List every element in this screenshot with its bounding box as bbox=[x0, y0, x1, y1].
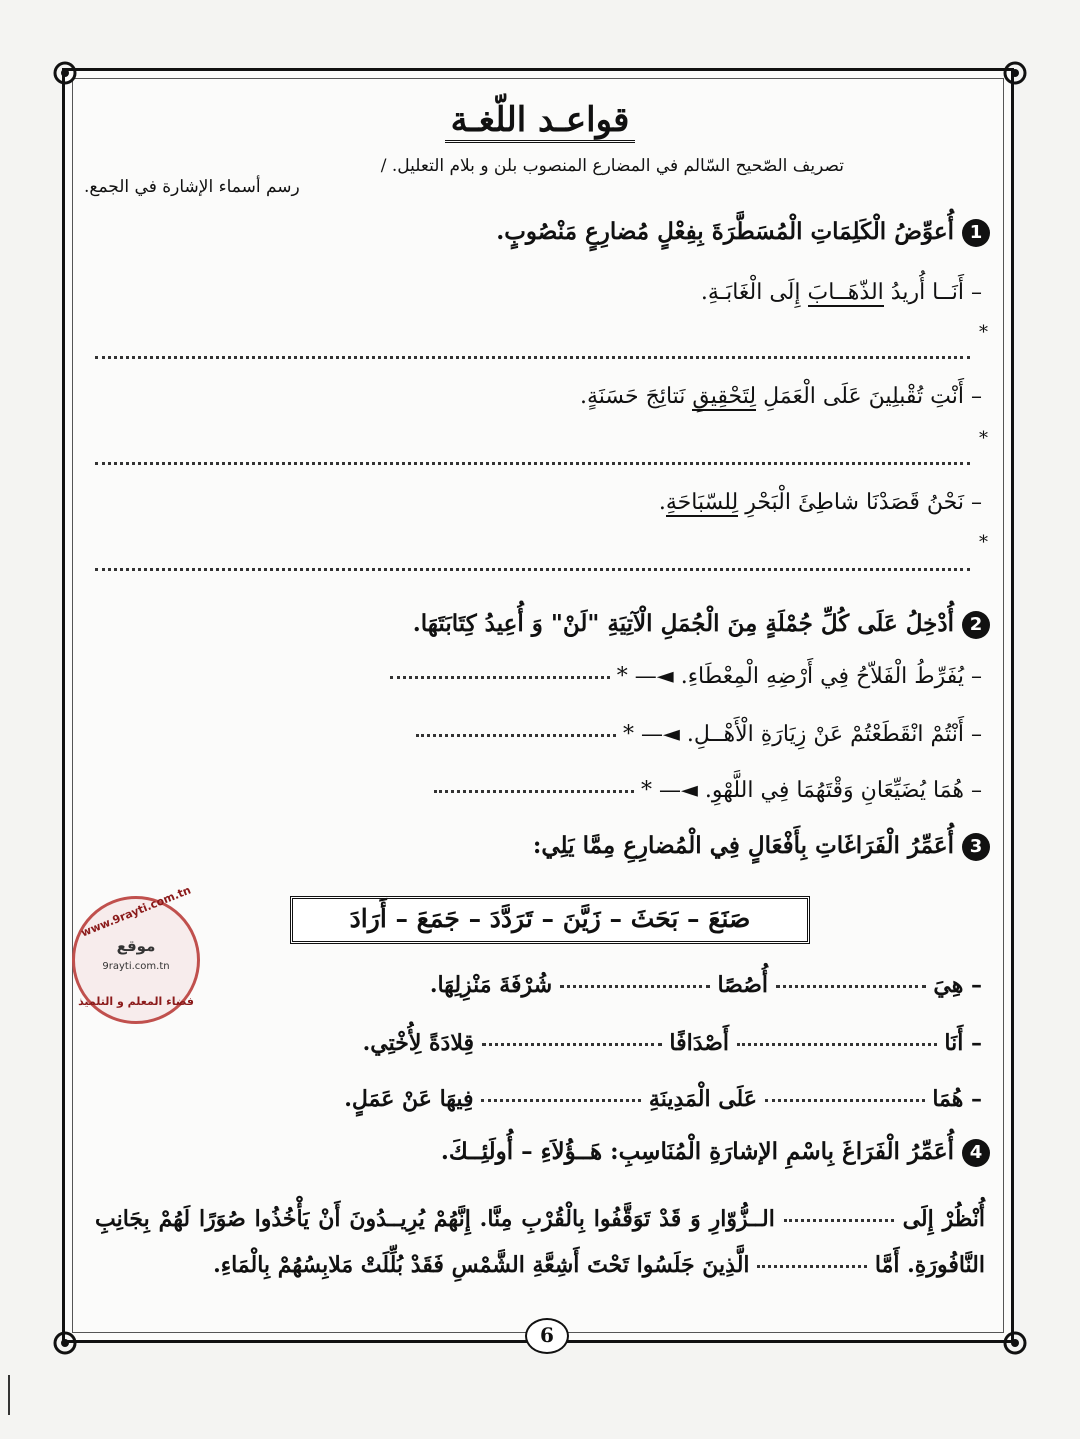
q1-item-3-underlined: لِلسّبَاحَةِ bbox=[665, 490, 739, 515]
q3-instruction: 3أُعَمِّرُ الْفَرَاغَاتِ بِأَفْعَالٍ فِي الْمُضارِعِ مِمَّا يَلِي: bbox=[533, 832, 990, 861]
q1-answer-line-2[interactable] bbox=[95, 462, 970, 465]
q4-number: 4 bbox=[962, 1139, 990, 1167]
q1-item-1: – أَنَــا أُريدُ الذّهَــابَ إِلَى الْغَابَـةِ. bbox=[700, 280, 982, 305]
q1-item-1-underlined: الذّهَــابَ bbox=[807, 280, 884, 305]
q2-instruction: 2أُدْخِلُ عَلَى كُلِّ جُمْلَةٍ مِنَ الْجُمَلِ الْآتِيَةِ "لَنْ" وَ أُعِيدُ كِتَابَتَهَا. bbox=[413, 610, 990, 639]
arrow-left-icon: ◄— bbox=[641, 722, 680, 747]
q1-item-2: – أَنْتِ تُقْبلِينَ عَلَى الْعَمَلِ لِتَحْقِيقِ نَتائِجَ حَسَنَةٍ. bbox=[579, 384, 982, 409]
lesson-subtitle-a: تصريف الصّحيح السّالم في المضارع المنصوب بلن و بلام التعليل. / bbox=[380, 156, 844, 176]
q4-instruction: 4أُعَمِّرُ الْفَرَاغَ بِاسْمِ الإشارَةِ الْمُنَاسِبِ: هَــؤُلاَءِ – أُولَئِــكَ. bbox=[441, 1138, 990, 1167]
q4-paragraph: أُنْظُرْ إِلَى الــزُّوّارِ وَ قَدْ تَوَقَّفُوا بِالْقُرْبِ مِنَّا. إِنَّهُمْ يُرِيــدُونَ أَنْ يَأْخُذُوا صُوَرًا لَهُمْ بِجَانِبِ النَّافُورَةِ. أَمَّا الَّذِينَ جَلَسُوا تَحْتَ أَشِعَّةِ الشَّمْسِ فَقَدْ بُلِّلَتْ مَلابِسُهُمْ بِالْمَاءِ. bbox=[95, 1206, 986, 1278]
lesson-subtitle-b: رسم أسماء الإشارة في الجمع. bbox=[84, 177, 300, 197]
scan-edge bbox=[8, 1375, 26, 1415]
q1-number: 1 bbox=[962, 219, 990, 247]
ornament-top-right-icon bbox=[998, 56, 1032, 90]
q3-blank-1a[interactable] bbox=[776, 985, 926, 988]
q2-item-3: – هُمَا يُضَيِّعَانِ وَقْتَهُمَا فِي اللَّهْوِ. ◄— * bbox=[434, 778, 982, 803]
q1-answer-line-1[interactable] bbox=[95, 356, 970, 359]
q1-item-3: – نَحْنُ قَصَدْنَا شاطِئَ الْبَحْرِ لِلسّبَاحَةِ. bbox=[658, 490, 982, 515]
arrow-left-icon: ◄— bbox=[658, 778, 698, 803]
q3-blank-1b[interactable] bbox=[560, 985, 710, 988]
q1-instruction: 1أُعوِّضُ الْكَلِمَاتِ الْمُسَطَّرَةَ بِفِعْلٍ مُضارِعٍ مَنْصُوبٍ. bbox=[496, 218, 990, 247]
q1-star-2: * bbox=[979, 428, 988, 449]
q4-blank-1[interactable] bbox=[784, 1219, 894, 1222]
website-stamp: www.9rayti.com.tn موقع 9rayti.com.tn فضاء المعلم و التلميذ bbox=[72, 896, 200, 1024]
q2-answer-1[interactable] bbox=[390, 676, 610, 679]
q3-blank-3a[interactable] bbox=[765, 1099, 925, 1102]
q2-number: 2 bbox=[962, 611, 990, 639]
arrow-left-icon: ◄— bbox=[634, 664, 674, 689]
q1-item-2-underlined: لِتَحْقِيقِ bbox=[692, 384, 757, 409]
q2-item-2: – أَنْتُمْ انْقَطَعْتُمْ عَنْ زِيَارَةِ الْأَهْــلِ. ◄— * bbox=[416, 722, 982, 747]
ornament-bottom-left-icon bbox=[48, 1326, 82, 1360]
q3-blank-3b[interactable] bbox=[481, 1099, 641, 1102]
ornament-top-left-icon bbox=[48, 56, 82, 90]
page-number: 6 bbox=[525, 1318, 569, 1354]
q3-word-bank: صَنَعَ – بَحَثَ – زَيَّنَ – تَرَدَّدَ – جَمَعَ – أَرَادَ bbox=[290, 896, 810, 944]
q2-answer-3[interactable] bbox=[434, 790, 634, 793]
q3-line-2: – أَنَا أَصْدَافًا قِلادَةً لِأُخْتِي. bbox=[362, 1030, 982, 1056]
q1-star-1: * bbox=[979, 322, 988, 343]
ornament-bottom-right-icon bbox=[998, 1326, 1032, 1360]
q3-blank-2a[interactable] bbox=[737, 1043, 937, 1046]
q3-blank-2b[interactable] bbox=[482, 1043, 662, 1046]
q1-star-3: * bbox=[979, 532, 988, 553]
page-title: قواعـد اللّغـة bbox=[0, 100, 1080, 140]
q3-line-1: – هِيَ أُصُصًا شُرْفَةَ مَنْزِلِهَا. bbox=[429, 972, 982, 998]
q3-number: 3 bbox=[962, 833, 990, 861]
q1-answer-line-3[interactable] bbox=[95, 568, 970, 571]
q2-answer-2[interactable] bbox=[416, 734, 616, 737]
q3-line-3: – هُمَا عَلَى الْمَدِينَةِ فِيهَا عَنْ عَمَلٍ. bbox=[344, 1086, 982, 1112]
q4-blank-2[interactable] bbox=[757, 1265, 867, 1268]
q2-item-1: – يُفَرِّطُ الْفَلاّحُ فِي أَرْضِهِ الْمِعْطَاءِ. ◄— * bbox=[390, 664, 982, 689]
